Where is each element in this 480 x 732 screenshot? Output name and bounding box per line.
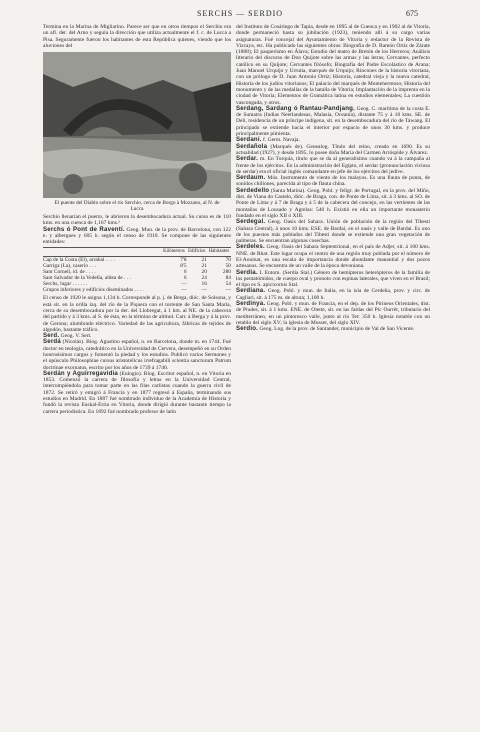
table-header: Kilómetros (161, 247, 186, 256)
left-column (43, 24, 231, 415)
table-cell: — (181, 281, 187, 288)
table-cell: Garriga (La), caserío . . . (43, 262, 97, 269)
table-cell: 6 (183, 275, 187, 282)
paragraph: del Instituto de Cosáriego de Tapia, desde en 1895 al de Cuenca y en 1902 al de Vitoria, donde permaneció hasta su jubilación (1923), teniendo allí á su cargo varias asignaturas. Fué concejal del Ayuntamiento de Vitoria y redactor de la Revista de Vizcaya, etc. Ha publicado las siguientes obras: Biografía de D. Ramón Ortiz de Zárate (1888); El pauperismo en Álava; Estudio del teatro de Bretón de los Herreros; Análisis literario del discurso de Don Quijote sobre las armas y las letras; Cervantes, perfecto católico en su Quijote; Cervantes filósofo; Biografía del Padre Escolástico de Arana; Juan Manuel Urquijo y Urrutia, marqués de Urquijo; Rincones de la historia vitoriana, con un prólogo de D. Juan Antonio Ortiz; Historia, catedral vieja y la nueva catedral, Historia de los judíos vitorianos; El palacio del marqués de Montehermoso; Historia del monumento y de las medallas de la batalla de Vitoria; Implantación de la imprenta en la ciudad de Vitoria; Elementos de Gramática latina en estudios elementales; La cuestión vascongada, y otros. (236, 24, 430, 106)
entry-body: Geog. Pobl. y mun. de Francia, en el dep. de los Pirineos Orientales, dist. de Prades, sit. á 1 kms. ENE. de Olette, sit. en las faldas del Pic Ourrèt, tributario del mediterráneo, en un pintoresco valle, junto al río Tet: 350 h. Iglesia notable con un retablo del siglo XV; la iglesia de Mosset, del siglo XIV. (236, 301, 430, 326)
figure (43, 52, 231, 212)
table-cell: 20 (201, 268, 207, 275)
headword: Serdaní. (236, 136, 262, 144)
headword: Serchs ó Pont de Raventí. (43, 225, 125, 233)
headword: Serdang, Sardang ó Rantau-Pandjang. (236, 104, 355, 112)
table-cell: Serchs, lugar . . . . . . (43, 281, 88, 288)
entry-serda (43, 339, 231, 370)
entry-body: (Nicolás). Biog. Agustino español, n. en Barcelona, donde m. en 1744. Fué doctor en teología, catedrático en la Universidad de Cervera, desempeñó en su Orden honrosísimos cargos y fomentó la piedad y los estudios. Publicó varios Sermones y el opúsculo Philosophiae cursus aristotelicus irrefragabili scientia sanctorum Patrum doctrinae exornatus, escrito por los años de 1739 á 1740. (43, 339, 231, 371)
entry-serdegal (236, 219, 430, 244)
entry-body: Geog. C. marítima de la costa E. de Sumatra (Indias Neerlandesas, Malasia, Oceanía), distante 75 y á 18 kms. SE. de Deli, residencia de un príncipe indígena, sit. en la desembocadura del río de Tawang. El principado se extiende hacia el interior por espacio de unos 30 kms. y produce principalmente pimienta. (236, 105, 430, 138)
bridge-photo (43, 52, 231, 198)
headword: Serdinya. (236, 300, 266, 308)
entry-serdeles (236, 244, 430, 269)
entry-body: Geog. V. Sert. (59, 333, 92, 340)
headword: Serdañola (236, 142, 268, 150)
entry-body: Geog. Pobl. y mun. de Italia, en la isla de Cerdeña, prov. y circ. de Cagliari, sit. á 175 m. de altura; 1,100 h. (236, 288, 430, 301)
headword: Serdedello (236, 186, 270, 194)
table-cell: Cap de la Costa (El), arrabal . . . . (43, 256, 116, 263)
entry-serdedello (236, 188, 430, 219)
paragraph: Termina en la Marina de Migliarino. Parece ser que en otros tiempos el Serchio era un afl. der. del Arno y seguía la dirección que utiliza actualmente el f. c. de Lucca a Pisa. Seguramente fueron los habitantes de esta República quienes, viendo que los aluviones del (43, 24, 231, 49)
entry-body: m. En Turquía, título que se da al generalísimo cuando va á la campaña al frente de los ejércitos. En la administración del Egipto, el serdar (pronunciación viciosa de serdar) era el oficial inglés comandante en jefe de los ejércitos del jedive. (236, 156, 430, 175)
table-cell: — (181, 287, 187, 294)
entry-serdinya (236, 301, 430, 326)
entry-serdanola (236, 144, 430, 157)
entry-serchs (43, 227, 231, 246)
table-cell: 21 (201, 256, 207, 263)
table-header: Edificios (187, 247, 207, 256)
table-cell: Grupos inferiores y edificios diseminados . . . . (43, 287, 144, 294)
entry-body: f. Germ. Navaja. (261, 137, 300, 144)
table-cell: 7'8 (180, 256, 187, 263)
table-cell: 6 (183, 268, 187, 275)
figure-caption: El puente del Diablo sobre el río Serchio, cerca de Borgo à Mozzano, al N. de Lucca (54, 200, 220, 213)
table-cell: Sant Corneli, id. de . . . . (43, 268, 96, 275)
headword: Serdia. (236, 268, 258, 276)
headword: Serdán y Aguirregavidia (43, 369, 119, 377)
headword: Serdá (43, 338, 61, 346)
headword: Serdaum. (236, 174, 266, 182)
entry-body: Mús. Instrumento de viento de los malayos. Es una flauta de punta, de sonidos chillones, parecida al tipo de flauta china. (236, 175, 430, 188)
table-cell: 84 (225, 275, 231, 282)
table-cell: 16 (201, 281, 207, 288)
table-cell: 24 (201, 275, 207, 282)
table-cell: 8'5 (180, 262, 187, 269)
running-head: SERCHS — SERDIO (196, 9, 284, 18)
page-header (0, 9, 480, 21)
headword: Serdegal. (236, 218, 266, 226)
entry-body: I. Entom. (Serdia Stal.) Género de hemípteros heterópteros de la familia de los pentatómidos, de cuerpo oval y pronoto con espinas laterales, que viven en el Brasil; el tipo es S. apicicornis Stal. (236, 269, 430, 289)
entry-serdia (236, 270, 430, 289)
table-header-row (43, 247, 231, 256)
table-header (43, 247, 161, 256)
entry-body: Geog. Oasis del Sahara Septentrional, en el país de Adjer, sit. á 100 kms. NNE. de Rhat. Este lugar ocupa el centro de una región muy poblada por el número de El-Aouinat, es una escala de importancia donde abundante manantial y dos pozos artesanos. Se encuentra de un valle de la época devoniana. (236, 244, 430, 270)
headword: Serdar. (236, 155, 259, 163)
table-cell: — (225, 287, 231, 294)
table-cell: 280 (222, 268, 231, 275)
headword: Serdio. (236, 325, 259, 333)
entry-body: Geog. Oasis del Sahara. Unión de población de la región del Tibesti (Sahara Central), á unos 10 kms. ESE. de Bardai, en el oasis y valle de Bardai. Es uno de los puestos más poblados del Tibesti donde se extiende una gran vegetación de palmeras. Se encuentran algunas cosechas. (236, 219, 430, 245)
entry-body: (Marqués de). Genealog. Título del reino, creado en 1690. Es su actualidad (1927), y desde 1895, lo posee doña María del Carmen Arróspide y Álvarez. (236, 143, 430, 156)
table-row (43, 256, 231, 263)
table-cell: 70 (225, 256, 231, 263)
paragraph: El censo de 1920 le asigna 1,134 h. Corresponde al p. j. de Berga, dióc. de Solsona, y está sit. en la orilla izq. del río de la Piquera con el torrente de San Santa María, cerca de su desembocadura por la der. del Llobregat, á 1 km. al NE. de la cabecera del partido y á 3 kms. al S. de ésta, en la término de altitud. Carr. á Berga y á la prov. de Gerona; alumbrado eléctrico. Variedad de las agricultura, fábricas de tejidos de algodón, bastante tráfico. (43, 295, 231, 333)
table-header: Habitantes (207, 247, 231, 256)
entry-serdan (43, 371, 231, 415)
paragraph: Serchio llenarían el puerto, le abrieron la desembocadura actual. Su curso es de 110 kms. en una cuenca de 1,167 kms.² (43, 214, 231, 227)
table-cell: 50 (225, 262, 231, 269)
entry-body: Geog. Log. de la prov. de Santander, municipio de Val de San Vicente. (258, 326, 415, 333)
headword: Serd. (43, 332, 60, 340)
entry-serdar (236, 156, 430, 175)
entry-body: (Eulogio). Biog. Escritor español, n. en Vitoria en 1853. Comenzó la carrera de filosofía y letras en la Universidad Central, interrumpiéndola para tomar parte en las filas carlistas cuando la guerra civil de 1872. Se retiró y emigró á Francia y en 1877 regresó á España, terminando sus estudios en Madrid. En 1887 fué nombrado individuo de la Academia de Historia y fundó la revista Euskal-Erria en Vitoria, donde dirigió durante bastante tiempo la carrera periodística. En 1892 fué nombrado profesor de latín (43, 370, 231, 415)
page-number: 675 (406, 9, 418, 18)
entities-table (43, 247, 231, 294)
table-cell: 54 (225, 281, 231, 288)
headword: Serdeles. (236, 243, 265, 251)
right-column (236, 24, 430, 333)
entry-body: (Santa Marina). Geog. Pobl. y feligr. de Portugal, en la prov. del Miño, dist. de Viana do Castelo, dióc. de Braga, con. de Ponte de Lima, sit. á 3 kms. al SO. de Ponte de Lima y á 7 de Braga y á 5 de la cabecera del concejo, en las vertientes de las montañas de Lousado y Agrelas: 540 h. Existió en ella un importante monasterio fundado en el siglo XII ó XIII. (236, 187, 430, 219)
entry-serdang (236, 106, 430, 137)
entry-serdio (236, 326, 430, 332)
table-cell: — (201, 287, 207, 294)
table-row (43, 287, 231, 293)
entry-body: Geog. Mun. de la prov. de Barcelona, con 122 e. y albergues y 605 h. según el censo de 1910. Se compone de las siguientes entidades: (43, 226, 231, 246)
headword: Serdiana. (236, 287, 266, 295)
table-cell: 21 (201, 262, 207, 269)
table-cell: Sant Salvador de la Vedella, aldea de . . . (43, 275, 131, 282)
